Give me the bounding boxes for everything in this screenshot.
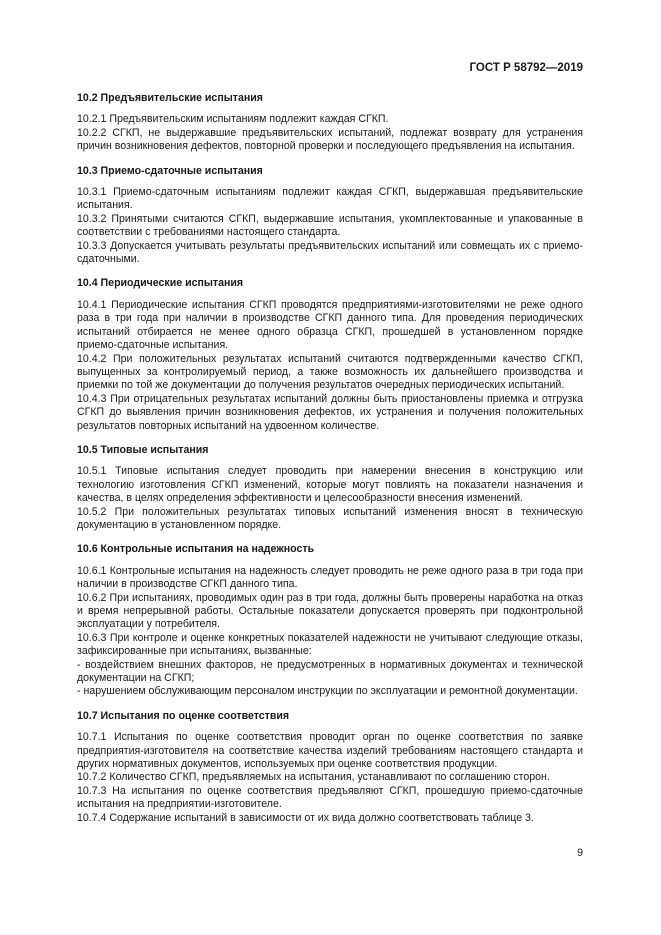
paragraph: 10.7.4 Содержание испытаний в зависимости от их вида должно соответствовать таблице 3. <box>77 811 534 824</box>
paragraph: 10.2.1 Предъявительским испытаниям подлежит каждая СГКП. <box>77 113 389 126</box>
paragraph: 10.4.1 Периодические испытания СГКП проводятся предприятиями-изготовителями не реже одного раза в три года при наличии в производстве СГКП данного типа. Для проведения периодических испытаний отбирается не менее одного образца СГКП, прошедшей в установленном порядке приемо-сдаточные испытания. <box>77 298 583 352</box>
list-item: - воздействием внешних факторов, не предусмотренных в нормативных документах и технической документации на СГКП; <box>77 658 583 685</box>
paragraph: 10.5.2 При положительных результатах типовых испытаний изменения вносят в техническую документацию в установленном порядке. <box>77 505 583 531</box>
section-10-4 <box>77 277 583 432</box>
section-title: 10.4 Периодические испытания <box>77 277 244 290</box>
section-10-2 <box>77 92 583 154</box>
paragraph: 10.6.1 Контрольные испытания на надежность следует проводить не реже одного раза в три года при наличии в производстве СГКП данного типа. <box>77 564 583 591</box>
paragraph: 10.4.3 При отрицательных результатах испытаний должны быть приостановлены приемка и отгрузка СГКП до выявления причин возникновения дефектов, их устранения и получения положительных результатов повторных испытаний на удвоенном количестве. <box>77 392 583 432</box>
paragraph: 10.6.3 При контроле и оценке конкретных показателей надежности не учитывают следующие отказы, зафиксированные при испытаниях, вызванные: <box>77 631 583 658</box>
section-10-5 <box>77 444 583 532</box>
paragraph: 10.2.2 СГКП, не выдержавшие предъявительских испытаний, подлежат возврату для устранения причин возникновения дефектов, повторной проверки и последующего предъявления на испытания. <box>77 126 583 153</box>
section-title: 10.5 Типовые испытания <box>77 443 209 456</box>
paragraph: 10.7.3 На испытания по оценке соответствия предъявляют СГКП, прошедшую приемо-сдаточные испытания на предприятии-изготовителе. <box>77 784 583 811</box>
paragraph: 10.4.2 При положительных результатах испытаний считаются подтвержденными качество СГКП, выпущенных за контролируемый период, а также возможность их дальнейшего производства и приемки по той же документации до получения результатов очередных периодических испытаний. <box>77 352 583 392</box>
section-title: 10.6 Контрольные испытания на надежность <box>77 543 315 556</box>
paragraph: 10.7.1 Испытания по оценке соответствия проводит орган по оценке соответствия по заявке предприятия-изготовителя на соответствие качества изделий требованиям настоящего стандарта и других нормативных документов, используемых при оценке соответствия продукции. <box>77 731 583 771</box>
paragraph: 10.3.3 Допускается учитывать результаты предъявительских испытаний или совмещать их с приемо-сдаточными. <box>77 239 583 266</box>
section-title: 10.2 Предъявительские испытания <box>77 92 263 104</box>
section-10-3 <box>77 165 583 267</box>
list-item: - нарушением обслуживающим персоналом инструкции по эксплуатации и ремонтной документации. <box>77 685 578 698</box>
section-title: 10.3 Приемо-сдаточные испытания <box>77 164 263 177</box>
paragraph: 10.7.2 Количество СГКП, предъявляемых на испытания, устанавливают по соглашению сторон. <box>77 771 550 784</box>
paragraph: 10.3.2 Принятыми считаются СГКП, выдержавшие испытания, укомплектованные и упакованные в соответствии с требованиями настоящего стандарта. <box>77 212 583 239</box>
section-10-6 <box>77 543 583 698</box>
standard-designation: ГОСТ Р 58792—2019 <box>469 62 583 74</box>
section-10-7 <box>77 710 583 825</box>
paragraph: 10.3.1 Приемо-сдаточным испытаниям подлежит каждая СГКП, выдержавшая предъявительские испытания. <box>77 186 583 212</box>
page-number: 9 <box>577 847 583 859</box>
section-title: 10.7 Испытания по оценке соответствия <box>77 709 290 722</box>
paragraph: 10.5.1 Типовые испытания следует проводить при намерении внесения в конструкцию или технологию изготовления СГКП изменений, которые могут повлиять на показатели назначения и качества, в целях определения эффективности и целесообразности внесения изменений. <box>77 465 583 505</box>
paragraph: 10.6.2 При испытаниях, проводимых один раз в три года, должны быть проверены наработка на отказ и время непрерывной работы. Остальные показатели допускается проверять при подконтрольной эксплуатации у потребителя. <box>77 591 583 631</box>
document-body <box>77 92 583 836</box>
